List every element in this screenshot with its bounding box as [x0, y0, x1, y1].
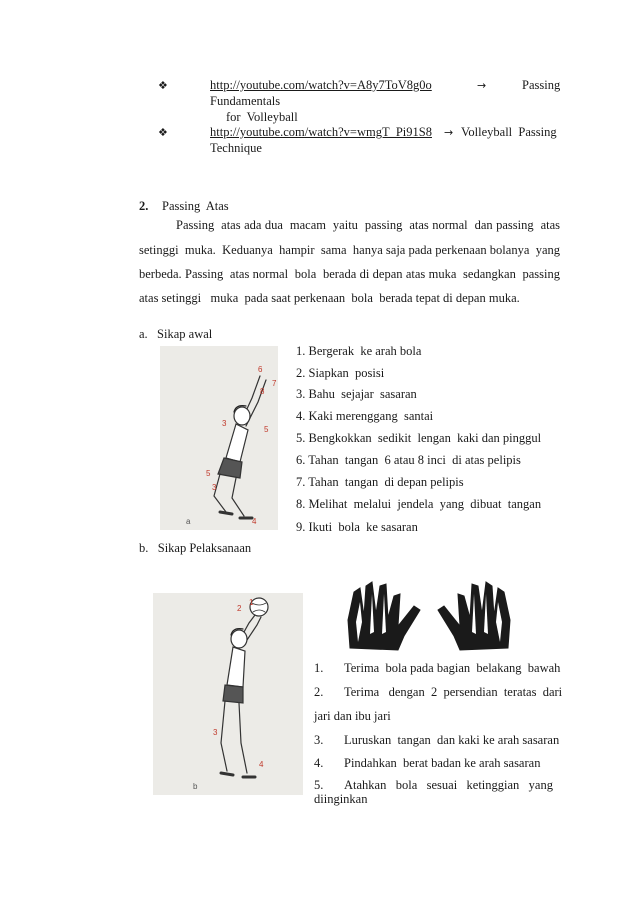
sikap-pelaksanaan-figure [153, 593, 303, 795]
diamond-bullet-icon: ❖ [158, 126, 168, 139]
link-1-title-line2: Fundamentals [210, 94, 281, 108]
pelaksanaan-item-4-num: 4. [314, 756, 324, 770]
pelaksanaan-item-3-text: Luruskan tangan dan kaki ke arah sasaran [344, 733, 560, 747]
pelaksanaan-item-2-num: 2. [314, 685, 324, 699]
fig-a-number-8: 8 [260, 387, 265, 396]
pelaksanaan-item-4-text: Pindahkan berat badan ke arah sasaran [344, 756, 541, 770]
fig-b-number-1: 1 [249, 598, 254, 607]
fig-a-number-6: 6 [258, 365, 263, 374]
fig-a-number-3: 3 [222, 419, 227, 428]
sikap-awal-item-9: 9. Ikuti bola ke sasaran [296, 520, 418, 534]
youtube-link-2[interactable]: http://youtube.com/watch?v=wmgT_Pi91S8 [210, 125, 432, 139]
sikap-awal-item-7: 7. Tahan tangan di depan pelipis [296, 475, 464, 489]
pelaksanaan-item-5-num: 5. [314, 778, 324, 792]
fig-a-number-3b: 3 [212, 483, 217, 492]
fig-a-number-5b: 5 [206, 469, 211, 478]
link-2-title-right: Volleyball Passing [461, 125, 557, 139]
sikap-awal-item-3: 3. Bahu sejajar sasaran [296, 387, 417, 401]
paragraph-line-3: berbeda. Passing atas normal bola berada di depan atas muka sedangkan passing [139, 267, 560, 281]
section-title: Passing Atas [162, 199, 229, 213]
pelaksanaan-item-5-text: Atahkan bola sesuai ketinggian yang [344, 778, 553, 792]
diamond-bullet-icon: ❖ [158, 79, 168, 92]
pelaksanaan-item-5-cont: diinginkan [314, 792, 368, 806]
sikap-awal-figure [160, 346, 278, 530]
sikap-awal-item-6: 6. Tahan tangan 6 atau 8 inci di atas pelipis [296, 453, 521, 467]
paragraph-line-4: atas setinggi muka pada saat perkenaan bola berada tepat di depan muka. [139, 291, 520, 305]
paragraph-line-2: setinggi muka. Keduanya hampir sama hanya saja pada perkenaan bolanya yang [139, 243, 560, 257]
fig-a-number-5: 5 [264, 425, 269, 434]
hands-illustration [344, 572, 514, 652]
fig-a-number-7: 7 [272, 379, 277, 388]
link-2-title-line2: Technique [210, 141, 262, 155]
sikap-awal-item-5: 5. Bengkokkan sedikit lengan kaki dan pinggul [296, 431, 542, 445]
sikap-awal-item-1: 1. Bergerak ke arah bola [296, 344, 422, 358]
link-1-title-line3: for Volleyball [226, 110, 298, 124]
youtube-link-1[interactable]: http://youtube.com/watch?v=A8y7ToV8g0o [210, 78, 432, 92]
link-1-title-right: Passing [522, 78, 561, 92]
section-number: 2. [139, 199, 149, 213]
pelaksanaan-item-3-num: 3. [314, 733, 324, 747]
fig-a-label: a [186, 517, 191, 526]
sikap-awal-item-2: 2. Siapkan posisi [296, 366, 385, 380]
pelaksanaan-item-1-num: 1. [314, 661, 324, 675]
sikap-awal-heading: a. Sikap awal [139, 327, 213, 341]
arrow-right-icon: → [477, 79, 487, 92]
pelaksanaan-item-1-text: Terima bola pada bagian belakang bawah [344, 661, 561, 675]
paragraph-line-1: Passing atas ada dua macam yaitu passing atas normal dan passing atas [176, 218, 560, 232]
pelaksanaan-item-2-cont: jari dan ibu jari [314, 709, 391, 723]
sikap-awal-item-8: 8. Melihat melalui jendela yang dibuat tangan [296, 497, 542, 511]
fig-b-number-3: 3 [213, 728, 218, 737]
fig-b-label: b [193, 782, 198, 791]
sikap-awal-item-4: 4. Kaki merenggang santai [296, 409, 434, 423]
sikap-pelaksanaan-heading: b. Sikap Pelaksanaan [139, 541, 252, 555]
arrow-right-icon: → [444, 126, 454, 139]
fig-a-number-4: 4 [252, 517, 257, 526]
fig-b-number-2: 2 [237, 604, 242, 613]
pelaksanaan-item-2-text: Terima dengan 2 persendian teratas dari [344, 685, 563, 699]
fig-b-number-4: 4 [259, 760, 264, 769]
